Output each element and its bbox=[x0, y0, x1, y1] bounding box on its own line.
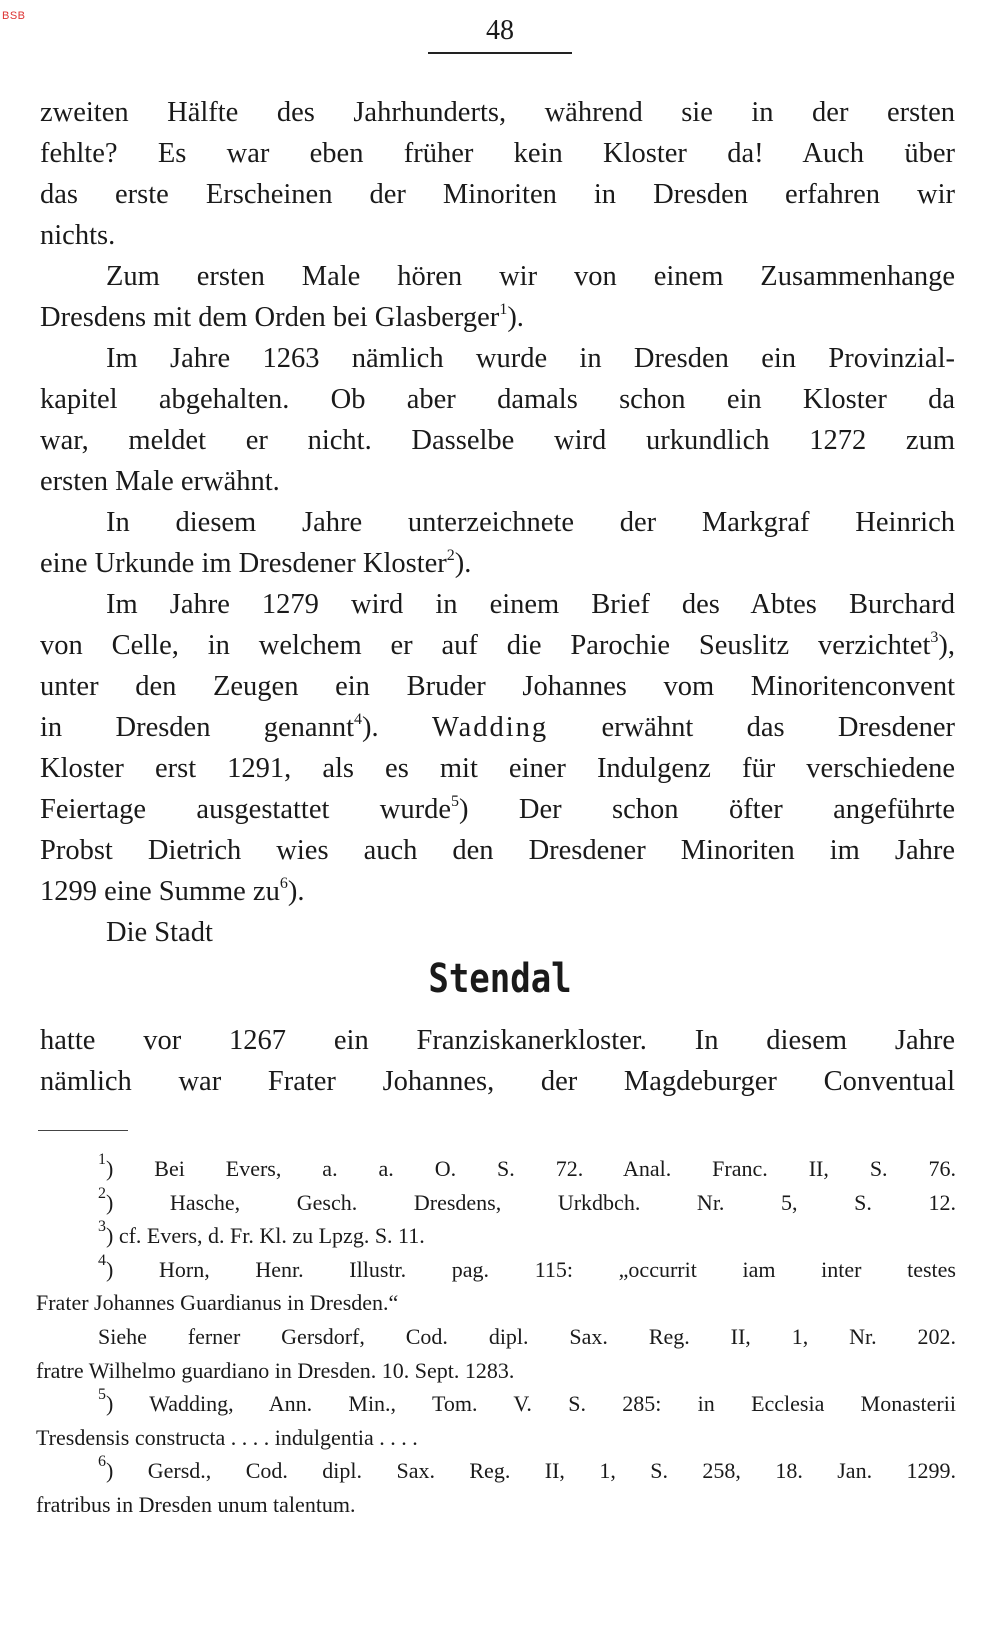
text-line: Im Jahre 1263 nämlich wurde in Dresden ein Provinzial- bbox=[106, 343, 955, 374]
text-fragment: ). bbox=[287, 876, 305, 907]
footnote-divider bbox=[38, 1130, 128, 1131]
footnote-continuation: fratre Wilhelmo guardiano in Dresden. 10. Sept. 1283. bbox=[36, 1357, 515, 1383]
footnote-number: 6 bbox=[98, 1453, 106, 1471]
footnote-ref: 3 bbox=[930, 629, 939, 646]
footnote bbox=[36, 1253, 956, 1287]
footnote-ref: 6 bbox=[279, 875, 288, 892]
text-line: Kloster erst 1291, als es mit einer Indulgenz für verschiedene bbox=[40, 753, 955, 784]
text-line: Zum ersten Male hören wir von einem Zusammenhange bbox=[106, 261, 955, 292]
footnote-number: 1 bbox=[98, 1151, 106, 1168]
text-line: nämlich war Frater Johannes, der Magdeburger Conventual bbox=[40, 1066, 955, 1097]
text-line: In diesem Jahre unterzeichnete der Markgraf Heinrich bbox=[106, 507, 955, 538]
footnote-text: ) Bei Evers, a. a. O. S. 72. Anal. Franc. II, S. 76. bbox=[106, 1156, 956, 1181]
watermark-label: BSB bbox=[2, 10, 26, 22]
text-line: fehlte? Es war eben früher kein Kloster da! Auch über bbox=[40, 138, 955, 169]
text-line: zweiten Hälfte des Jahrhunderts, während sie in der ersten bbox=[40, 97, 955, 128]
text-line: Probst Dietrich wies auch den Dresdener Minoriten im Jahre bbox=[40, 835, 955, 866]
footnote bbox=[36, 1219, 956, 1253]
footnote-continuation: fratribus in Dresden unum talentum. bbox=[36, 1491, 356, 1517]
footnote-ref: 5 bbox=[451, 793, 460, 810]
text-fragment: in Dresden genannt bbox=[40, 712, 354, 743]
text-line bbox=[40, 789, 955, 830]
text-fragment: von Celle, in welchem er auf die Parochie Seuslitz verzichtet bbox=[40, 630, 931, 661]
text-line: ersten Male erwähnt. bbox=[40, 466, 280, 497]
page-header bbox=[0, 14, 1000, 54]
section-heading: Stendal bbox=[428, 956, 572, 1002]
footnote-continuation: Tresdensis constructa . . . . indulgentia . . . . bbox=[36, 1424, 418, 1450]
footnote-text: ) Gersd., Cod. dipl. Sax. Reg. II, 1, S. 258, 18. Jan. 1299. bbox=[106, 1458, 956, 1484]
footnote bbox=[36, 1186, 956, 1220]
footnote-text: ) Wadding, Ann. Min., Tom. V. S. 285: in Ecclesia Monasterii bbox=[106, 1391, 956, 1417]
text-line: war, meldet er nicht. Dasselbe wird urkundlich 1272 zum bbox=[40, 425, 955, 456]
text-line: unter den Zeugen ein Bruder Johannes vom Minoritenconvent bbox=[40, 671, 955, 702]
text-fragment: ). bbox=[507, 302, 524, 333]
text-line bbox=[40, 543, 955, 584]
text-fragment: ). bbox=[454, 548, 472, 579]
page-number: 48 bbox=[428, 14, 572, 54]
text-fragment: ) Der schon öfter angeführte bbox=[459, 794, 955, 825]
section-text bbox=[40, 1020, 955, 1102]
footnote-number: 4 bbox=[98, 1251, 106, 1269]
footnote-text: ) Horn, Henr. Illustr. pag. 115: „occurrit iam inter testes bbox=[106, 1256, 956, 1282]
main-text bbox=[40, 92, 955, 953]
author-name: Wadding bbox=[431, 712, 549, 743]
text-fragment: Dresdens mit dem Orden bei Glasberger bbox=[40, 302, 500, 333]
footnote-continuation: Frater Johannes Guardianus in Dresden.“ bbox=[36, 1290, 399, 1316]
footnotes bbox=[36, 1152, 956, 1522]
footnote bbox=[36, 1152, 956, 1186]
footnote bbox=[36, 1387, 956, 1421]
footnote-number: 2 bbox=[98, 1184, 106, 1202]
text-line bbox=[40, 707, 955, 748]
footnote-ref: 1 bbox=[499, 301, 508, 318]
text-fragment: erwähnt das Dresdener bbox=[548, 712, 955, 743]
footnote-continuation: Siehe ferner Gersdorf, Cod. dipl. Sax. Reg. II, 1, Nr. 202. bbox=[98, 1323, 956, 1349]
footnote-ref: 4 bbox=[354, 711, 362, 728]
footnote-text: ) Hasche, Gesch. Dresdens, Urkdbch. Nr. 5, S. 12. bbox=[106, 1189, 956, 1215]
text-line bbox=[40, 871, 955, 912]
text-line: das erste Erscheinen der Minoriten in Dresden erfahren wir bbox=[40, 179, 955, 210]
text-fragment: ), bbox=[938, 630, 955, 661]
footnote-text: ) cf. Evers, d. Fr. Kl. zu Lpzg. S. 11. bbox=[106, 1223, 425, 1249]
footnote-number: 5 bbox=[98, 1386, 106, 1404]
text-line: nichts. bbox=[40, 220, 116, 251]
text-line: Die Stadt bbox=[106, 917, 213, 948]
text-fragment: eine Urkunde im Dresdener Kloster bbox=[40, 548, 447, 579]
text-line: Im Jahre 1279 wird in einem Brief des Abtes Burchard bbox=[106, 589, 955, 620]
text-fragment: 1299 eine Summe zu bbox=[40, 876, 280, 907]
footnote-ref: 2 bbox=[446, 547, 455, 564]
text-line: hatte vor 1267 ein Franziskanerkloster. In diesem Jahre bbox=[40, 1025, 955, 1056]
text-line bbox=[40, 297, 955, 338]
footnote bbox=[36, 1454, 956, 1488]
text-line bbox=[40, 625, 955, 666]
text-fragment: ). bbox=[362, 712, 432, 743]
text-line: kapitel abgehalten. Ob aber damals schon ein Kloster da bbox=[40, 384, 955, 415]
text-fragment: Feiertage ausgestattet wurde bbox=[40, 794, 452, 825]
footnote-number: 3 bbox=[98, 1218, 106, 1236]
